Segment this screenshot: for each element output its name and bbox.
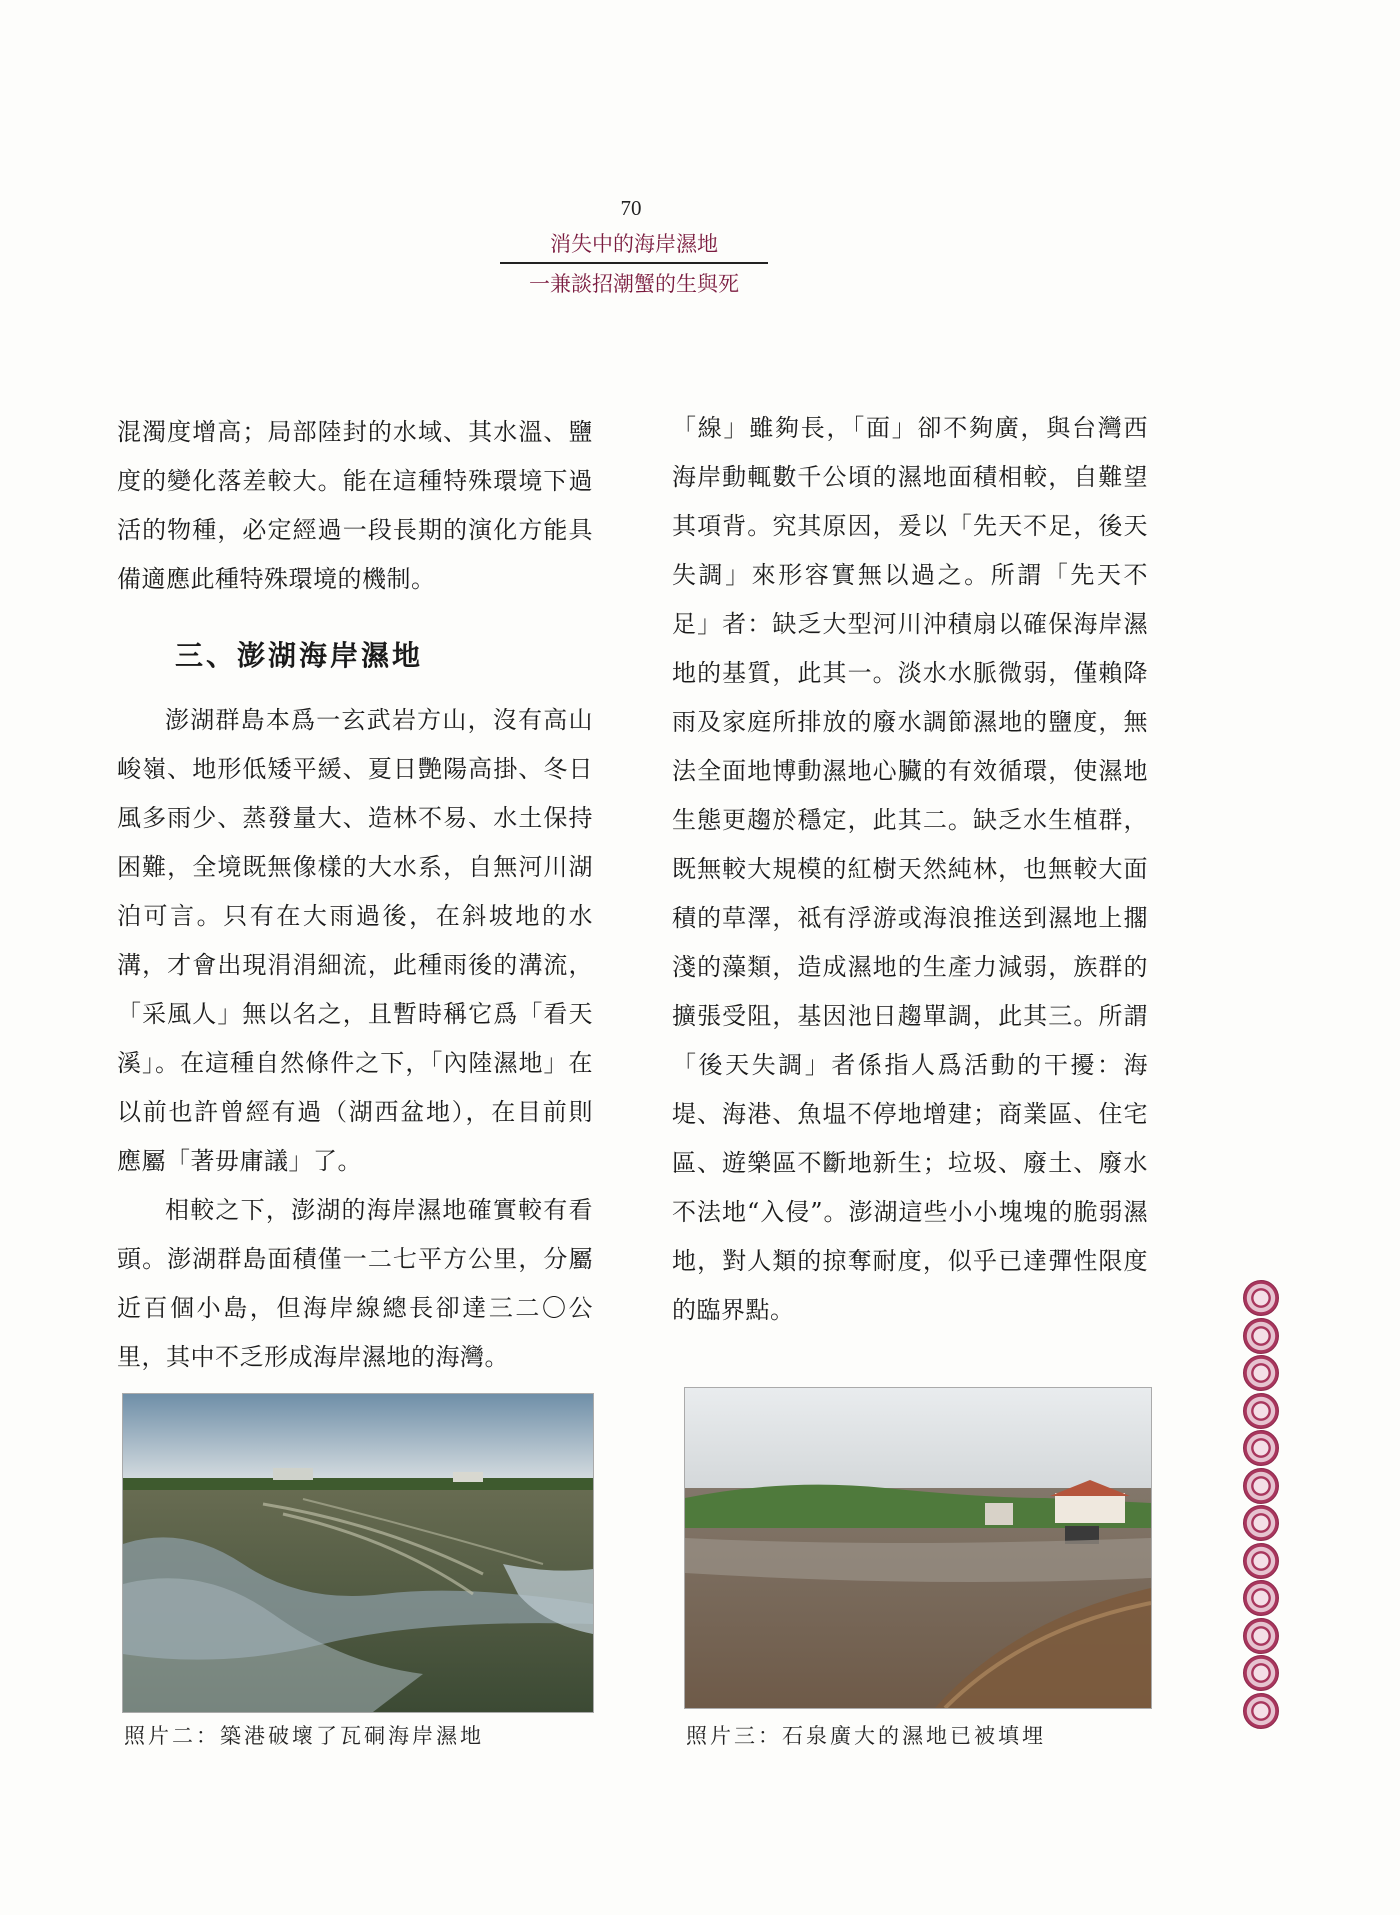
- ornament-icon: [1243, 1430, 1279, 1466]
- left-paragraph-3: 相較之下，澎湖的海岸濕地確實較有看頭。澎湖群島面積僅一二七平方公里，分屬近百個小島，但海岸線總長卻達三二〇公里，其中不乏形成海岸濕地的海灣。: [117, 1196, 593, 1371]
- ornament-icon: [1243, 1543, 1279, 1579]
- running-head: [500, 228, 768, 300]
- photo-2-caption: 照片二：築港破壞了瓦硐海岸濕地: [124, 1724, 484, 1748]
- ornament-icon: [1243, 1580, 1279, 1616]
- left-paragraph-1: 混濁度增高；局部陸封的水域、其水溫、鹽度的變化落差較大。能在這種特殊環境下過活的物種，必定經過一段長期的演化方能具備適應此種特殊環境的機制。: [117, 418, 593, 593]
- left-column: [117, 408, 593, 1382]
- right-paragraph-1: 「線」雖夠長，「面」卻不夠廣，與台灣西海岸動輒數千公頃的濕地面積相較，自難望其項背。究其原因，爰以「先天不足，後天失調」來形容實無以過之。所謂「先天不足」者：缺乏大型河川沖積扇以確保海岸濕地的基質，此其一。淡水水脈微弱，僅賴降雨及家庭所排放的廢水調節濕地的鹽度，無法全面地博動濕地心臟的有效循環，使濕地生態更趨於穩定，此其二。缺乏水生植群，既無較大規模的紅樹天然純林，也無較大面積的草澤，祗有浮游或海浪推送到濕地上擱淺的藻類，造成濕地的生產力減弱，族群的擴張受阻，基因池日趨單調，此其三。所謂「後天失調」者係指人爲活動的干擾：海堤、海港、魚塭不停地增建；商業區、住宅區、遊樂區不斷地新生；垃圾、廢土、廢水不法地“入侵”。澎湖這些小小塊塊的脆弱濕地，對人類的掠奪耐度，似乎已達彈性限度的臨界點。: [672, 414, 1148, 1324]
- ornament-icon: [1243, 1280, 1279, 1316]
- running-head-rule: [500, 262, 768, 264]
- ornament-icon: [1243, 1355, 1279, 1391]
- left-paragraph-2: 澎湖群島本爲一玄武岩方山，沒有高山峻嶺、地形低矮平緩、夏日艷陽高掛、冬日風多雨少、蒸發量大、造林不易、水土保持困難，全境既無像樣的大水系，自無河川湖泊可言。只有在大雨過後，在斜坡地的水溝，才會出現涓涓細流，此種雨後的溝流，「采風人」無以名之，且暫時稱它爲「看天溪」。在這種自然條件之下，「內陸濕地」在以前也許曾經有過（湖西盆地），在目前則應屬「著毋庸議」了。: [117, 706, 593, 1175]
- ornament-icon: [1243, 1393, 1279, 1429]
- ornament-icon: [1243, 1693, 1279, 1729]
- photo-shiquan-wetland: [684, 1387, 1152, 1709]
- decorative-ornament-strip: [1243, 1280, 1281, 1730]
- ornament-icon: [1243, 1505, 1279, 1541]
- ornament-icon: [1243, 1468, 1279, 1504]
- ornament-icon: [1243, 1655, 1279, 1691]
- running-head-title: 消失中的海岸濕地: [550, 232, 718, 256]
- ornament-icon: [1243, 1618, 1279, 1654]
- ornament-icon: [1243, 1318, 1279, 1354]
- section-heading: 三、澎湖海岸濕地: [175, 639, 424, 672]
- photo-3-caption: 照片三：石泉廣大的濕地已被填埋: [686, 1724, 1046, 1748]
- running-head-subtitle: 一兼談招潮蟹的生與死: [529, 272, 739, 296]
- photo-wadong-wetland: [122, 1393, 594, 1713]
- page-number: 70: [620, 196, 642, 220]
- right-column: [672, 404, 1148, 1335]
